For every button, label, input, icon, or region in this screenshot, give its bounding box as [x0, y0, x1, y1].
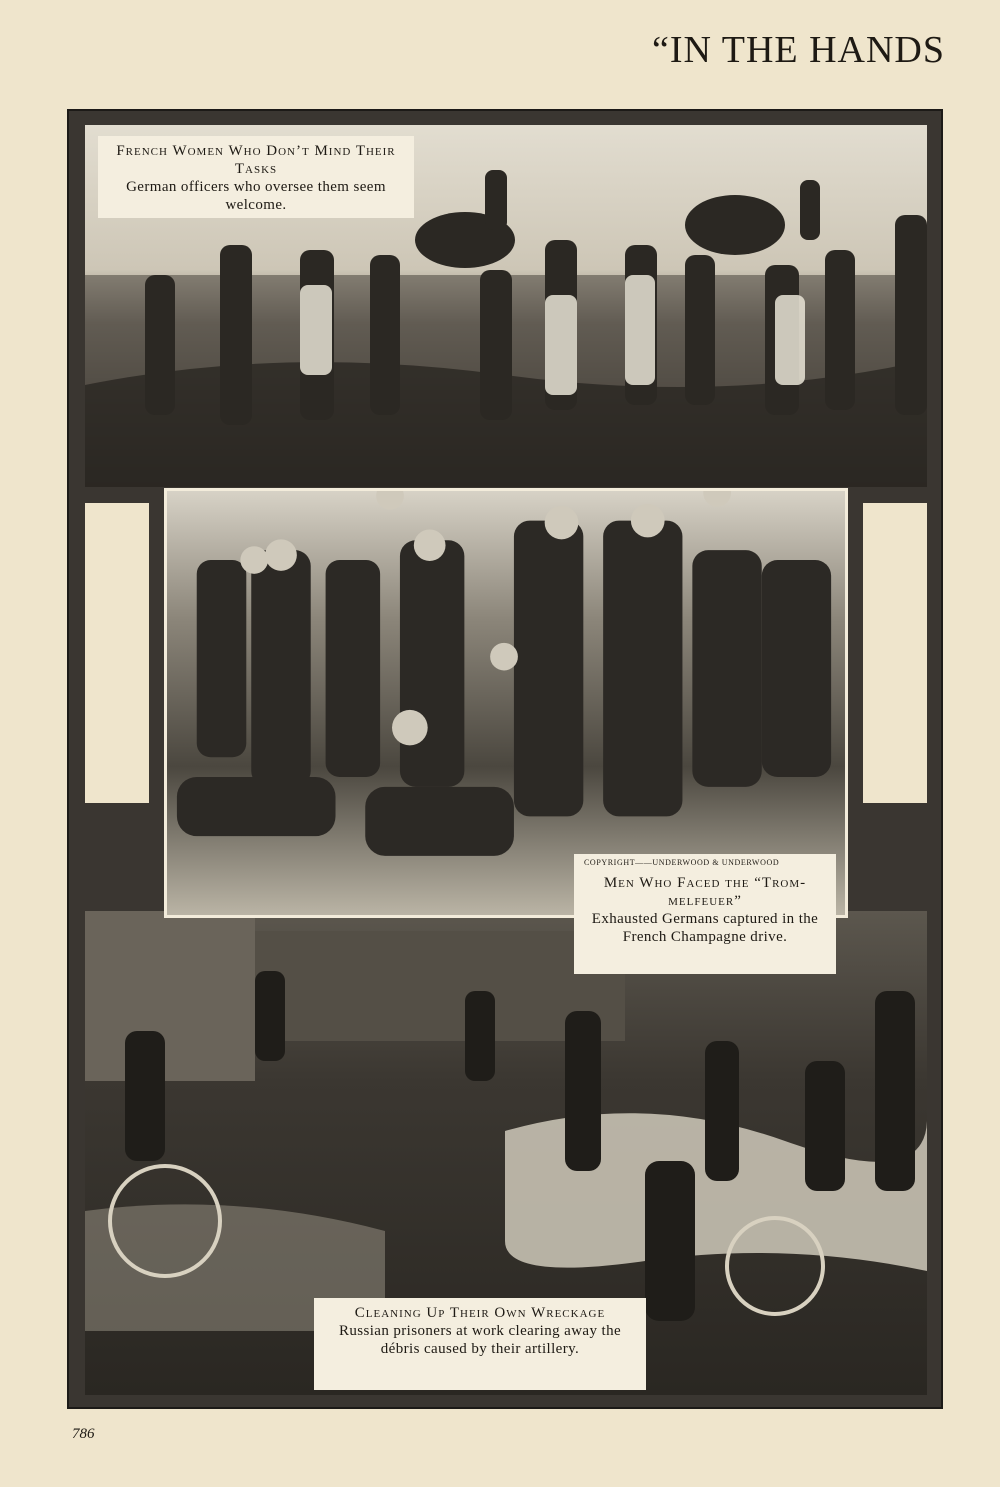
caption-top	[98, 136, 414, 218]
caption-middle-title: Men Who Faced the “Trom-melfeuer”	[603, 874, 807, 909]
caption-bottom-title: Cleaning Up Their Own Wreckage	[354, 1305, 606, 1321]
copyright-credit: COPYRIGHT——UNDERWOOD & UNDERWOOD	[584, 858, 780, 867]
caption-middle-text: Exhausted Germans captured in the French Champagne drive.	[591, 910, 819, 945]
caption-top-text: German officers who oversee them seem welcome.	[126, 179, 386, 213]
caption-top-title: French Women Who Don’t Mind Their Tasks	[116, 143, 396, 177]
caption-bottom	[314, 1298, 646, 1390]
caption-middle	[574, 854, 836, 974]
side-panel-right	[863, 503, 927, 803]
caption-bottom-text: Russian prisoners at work clearing away the débris caused by their artillery.	[338, 1323, 622, 1357]
page-number: 786	[72, 1426, 95, 1442]
photo-frame	[67, 109, 943, 1409]
side-panel-left	[85, 503, 149, 803]
running-head: “IN THE HANDS	[651, 29, 945, 71]
